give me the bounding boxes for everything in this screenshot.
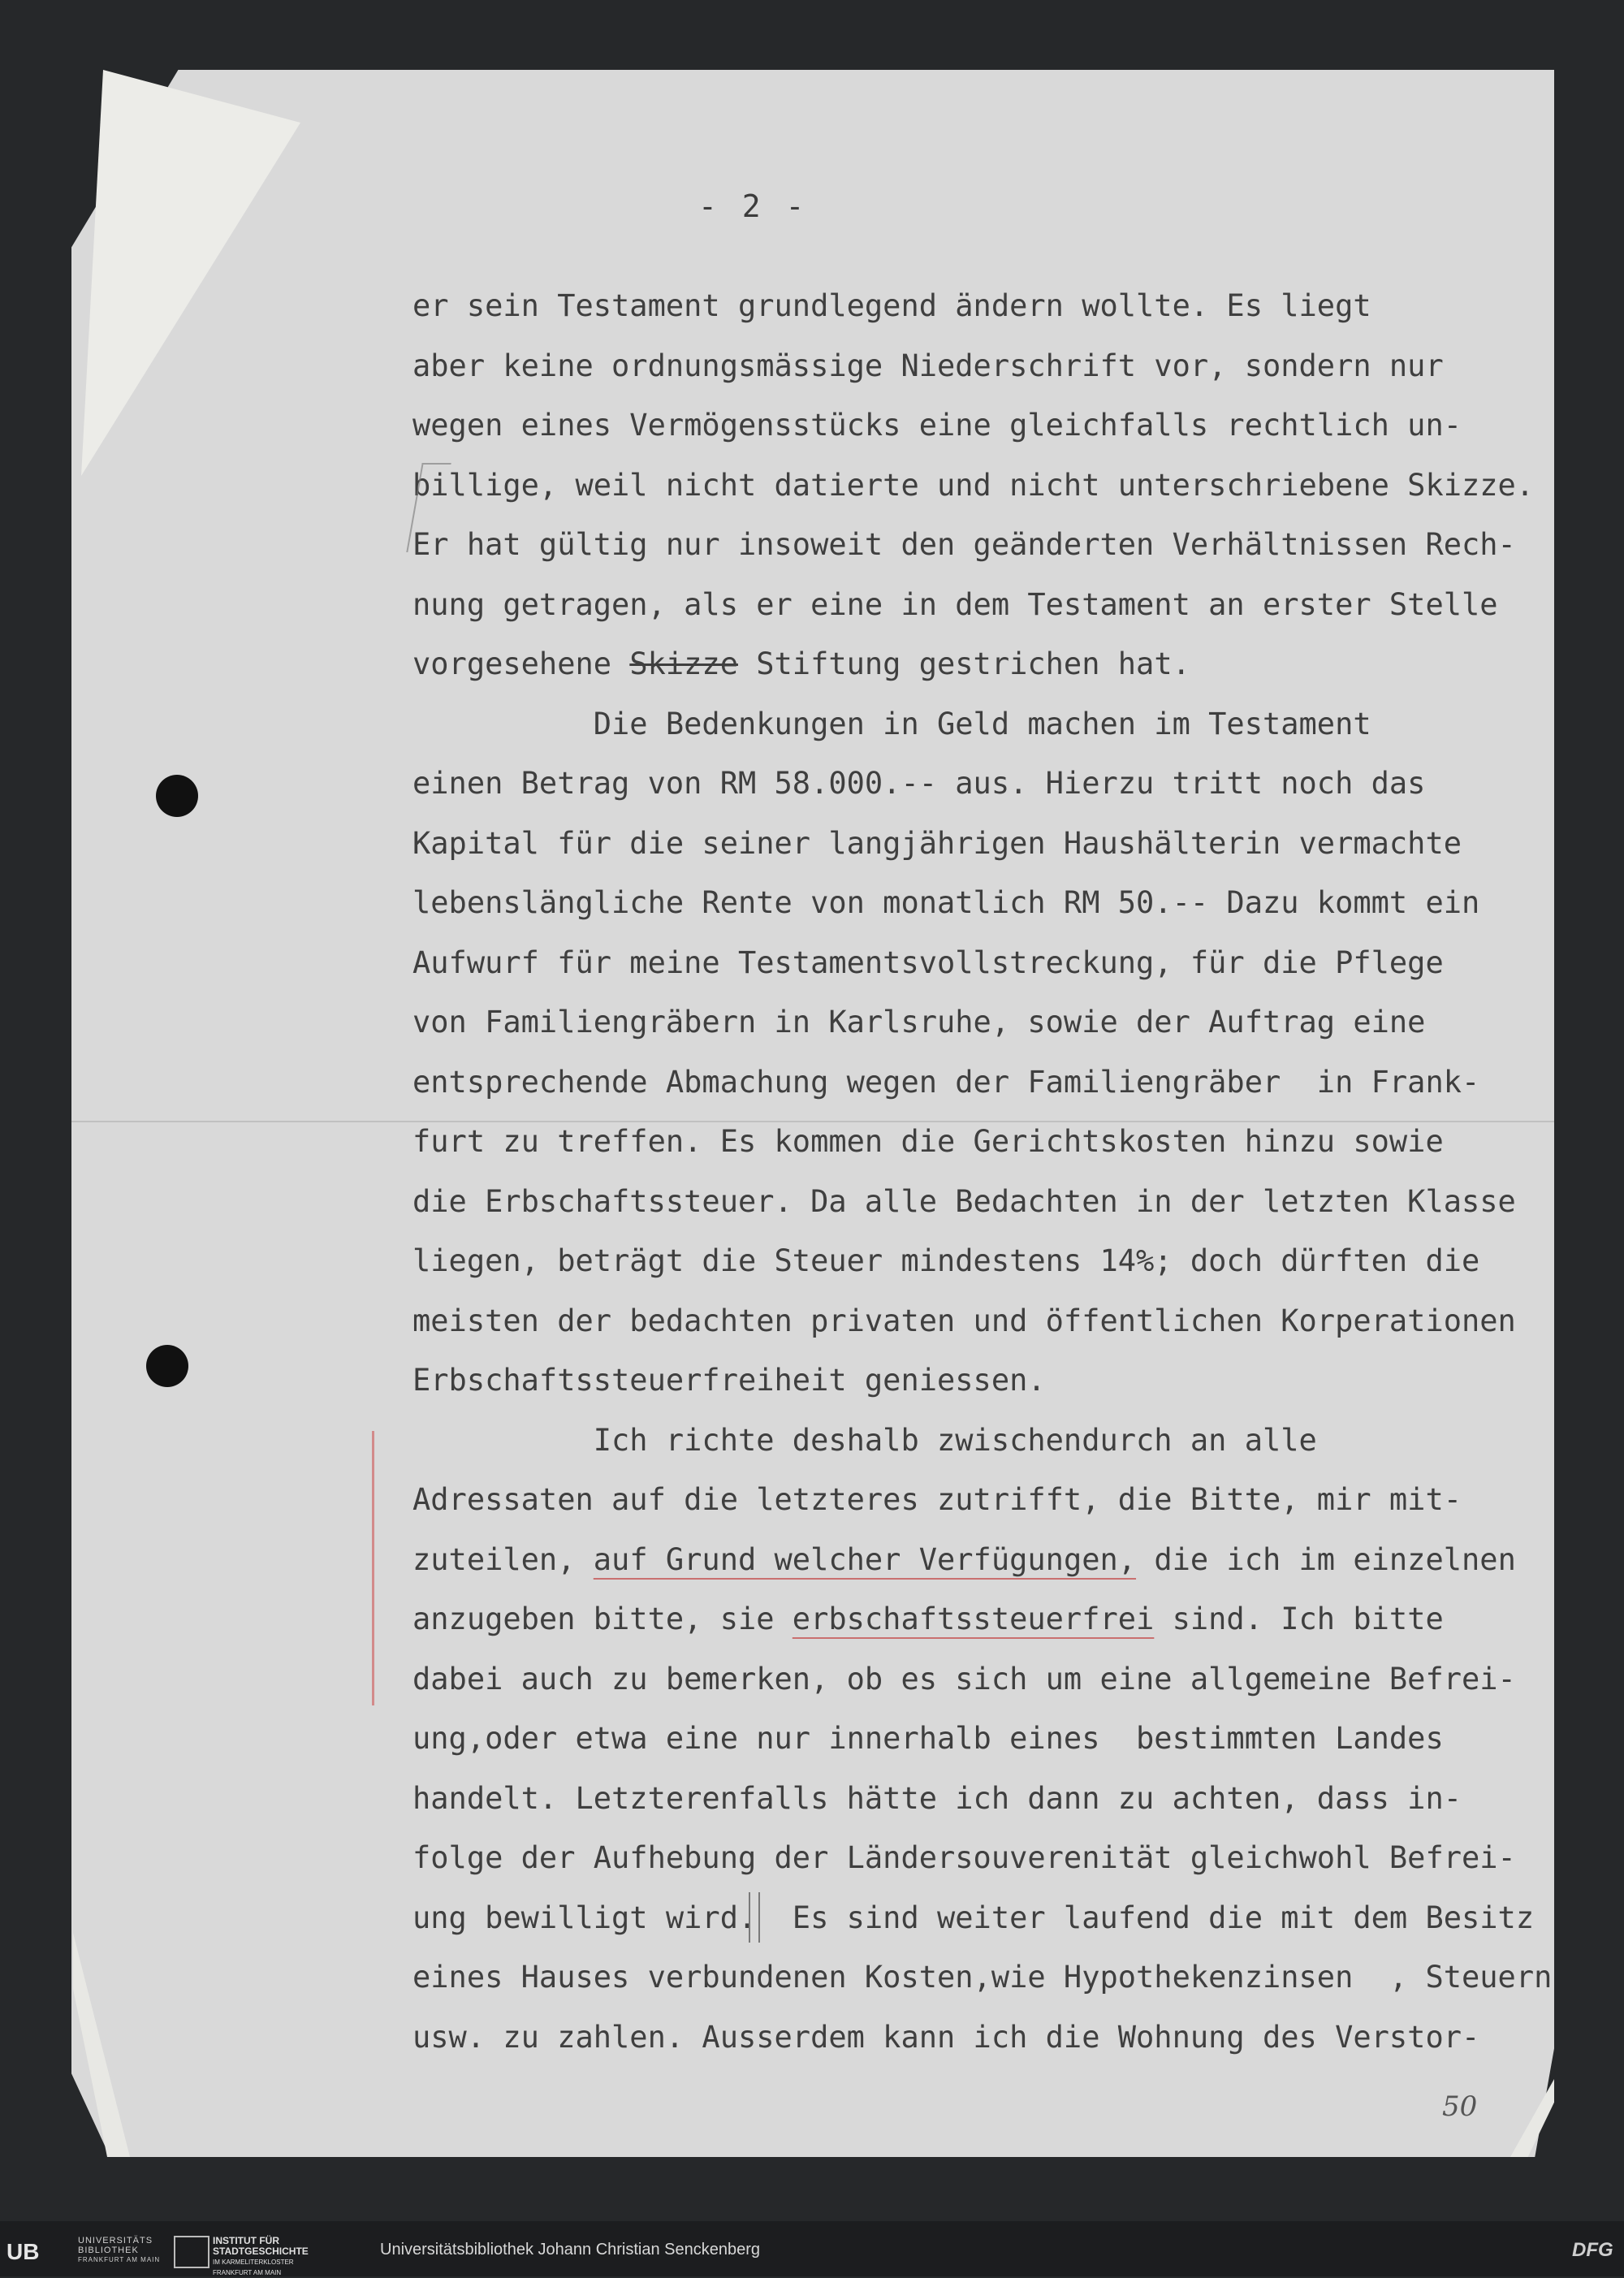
text-segment: furt zu treffen. Es kommen die Gerichtskosten hinzu sowie	[412, 1124, 1444, 1159]
text-segment: auf Grund welcher Verfügungen,	[593, 1541, 1137, 1577]
text-segment: Stiftung gestrichen hat.	[737, 646, 1190, 681]
text-segment: Ich richte deshalb zwischendurch an alle	[412, 1422, 1317, 1458]
text-segment: sind. Ich bitte	[1154, 1602, 1444, 1636]
folio-number: 50	[1442, 2090, 1478, 2123]
text-segment: die Erbschaftssteuer. Da alle Bedachten in der letzten Klasse	[412, 1183, 1516, 1219]
text-line	[412, 396, 1552, 456]
dfg-logo: DFG	[1572, 2239, 1613, 2261]
text-line	[412, 2008, 1552, 2068]
text-segment: anzugeben bitte, sie	[412, 1602, 793, 1636]
text-line	[412, 515, 1552, 575]
institute-name-line: INSTITUT FÜR	[213, 2235, 279, 2246]
text-line	[412, 1411, 1552, 1471]
text-segment: Adressaten auf die letzteres zutrifft, die Bitte, mir mit-	[412, 1482, 1462, 1517]
text-line	[412, 1351, 1552, 1411]
text-line	[412, 1649, 1552, 1710]
text-line	[412, 694, 1552, 754]
ub-name	[78, 2236, 160, 2265]
text-line	[412, 456, 1552, 516]
text-line	[412, 1589, 1552, 1649]
text-segment: erbschaftssteuerfrei	[792, 1602, 1155, 1636]
text-line	[412, 1828, 1552, 1888]
text-line	[412, 336, 1552, 396]
text-segment: Skizze	[629, 646, 738, 681]
text-line	[412, 992, 1552, 1053]
text-segment: wegen eines Vermögensstücks eine gleichfalls rechtlich un-	[412, 408, 1462, 443]
text-line	[412, 634, 1552, 694]
institute-name-line: STADTGESCHICHTE	[213, 2246, 309, 2257]
footer-bar	[0, 2221, 1624, 2276]
institute-logo-icon	[174, 2236, 209, 2268]
text-segment: von Familiengräbern in Karlsruhe, sowie der Auftrag eine	[412, 1005, 1426, 1040]
institute-name	[213, 2236, 309, 2278]
text-line	[412, 1709, 1552, 1769]
text-segment: aber keine ordnungsmässige Niederschrift vor, sondern nur	[412, 348, 1444, 383]
text-segment: Kapital für die seiner langjährigen Haushälterin vermachte	[412, 825, 1462, 861]
text-segment: nung getragen, als er eine in dem Testament an erster Stelle	[412, 586, 1498, 622]
text-segment: Die Bedenkungen in Geld machen im Testament	[412, 706, 1371, 741]
text-line	[412, 1470, 1552, 1530]
text-line	[412, 276, 1552, 336]
text-segment: Erbschaftssteuerfreiheit geniessen.	[412, 1363, 1046, 1398]
text-line	[412, 1291, 1552, 1351]
text-line	[412, 1530, 1552, 1590]
text-segment: eines Hauses verbundenen Kosten,wie Hypothekenzinsen , Steuern	[412, 1960, 1553, 1995]
text-segment: er sein Testament grundlegend ändern wollte. Es liegt	[412, 288, 1371, 323]
text-line	[412, 1112, 1552, 1172]
text-segment: einen Betrag von RM 58.000.-- aus. Hierzu tritt noch das	[412, 766, 1426, 801]
text-segment: usw. zu zahlen. Ausserdem kann ich die Wohnung des Verstor-	[412, 2019, 1480, 2055]
text-segment: ung bewilligt wird. Es sind weiter laufend die mit dem Besitz	[412, 1900, 1535, 1935]
text-segment: ung,oder etwa eine nur innerhalb eines bestimmten Landes	[412, 1721, 1444, 1756]
text-segment: lebenslängliche Rente von monatlich RM 50.-- Dazu kommt ein	[412, 885, 1480, 920]
text-segment: Er hat gültig nur insoweit den geänderten Verhältnissen Rech-	[412, 527, 1516, 562]
text-segment: vorgesehene	[412, 646, 630, 681]
text-segment: zuteilen,	[412, 1541, 594, 1577]
text-line	[412, 575, 1552, 635]
text-line	[412, 814, 1552, 874]
ub-name-line: UNIVERSITÄTS	[78, 2236, 153, 2246]
text-segment: entsprechende Abmachung wegen der Familiengräber in Frank-	[412, 1064, 1480, 1100]
text-segment: billige, weil nicht datierte und nicht unterschriebene Skizze.	[412, 467, 1535, 503]
text-line	[412, 1947, 1552, 2008]
typed-text-body	[412, 276, 1552, 2067]
text-line	[412, 1769, 1552, 1829]
text-segment: meisten der bedachten privaten und öffentlichen Korperationen	[412, 1303, 1516, 1338]
pencil-bar-mark	[749, 1892, 760, 1943]
text-segment: liegen, beträgt die Steuer mindestens 14%; doch dürften die	[412, 1243, 1480, 1278]
text-line	[412, 1172, 1552, 1232]
punch-hole-bottom	[146, 1345, 188, 1387]
text-segment: folge der Aufhebung der Ländersouverenität gleichwohl Befrei-	[412, 1840, 1516, 1875]
institute-name-line: FRANKFURT AM MAIN	[213, 2269, 282, 2276]
text-line	[412, 1053, 1552, 1113]
ub-name-line: FRANKFURT AM MAIN	[78, 2256, 161, 2263]
text-segment: die ich im einzelnen	[1136, 1541, 1516, 1577]
text-segment: dabei auch zu bemerken, ob es sich um eine allgemeine Befrei-	[412, 1661, 1516, 1697]
page-number: - 2 -	[698, 188, 808, 224]
punch-hole-top	[156, 775, 198, 817]
red-margin-mark	[372, 1431, 374, 1705]
library-name: Universitätsbibliothek Johann Christian Senckenberg	[380, 2241, 761, 2259]
text-line	[412, 873, 1552, 933]
text-line	[412, 1888, 1552, 1948]
text-segment: Aufwurf für meine Testamentsvollstreckung, für die Pflege	[412, 944, 1444, 980]
ub-logo: UB	[6, 2239, 40, 2264]
text-line	[412, 754, 1552, 814]
institute-name-line: IM KARMELITERKLOSTER	[213, 2259, 294, 2266]
text-segment: handelt. Letzterenfalls hätte ich dann zu achten, dass in-	[412, 1780, 1462, 1816]
ub-name-line: BIBLIOTHEK	[78, 2246, 139, 2255]
text-line	[412, 933, 1552, 993]
text-line	[412, 1231, 1552, 1291]
